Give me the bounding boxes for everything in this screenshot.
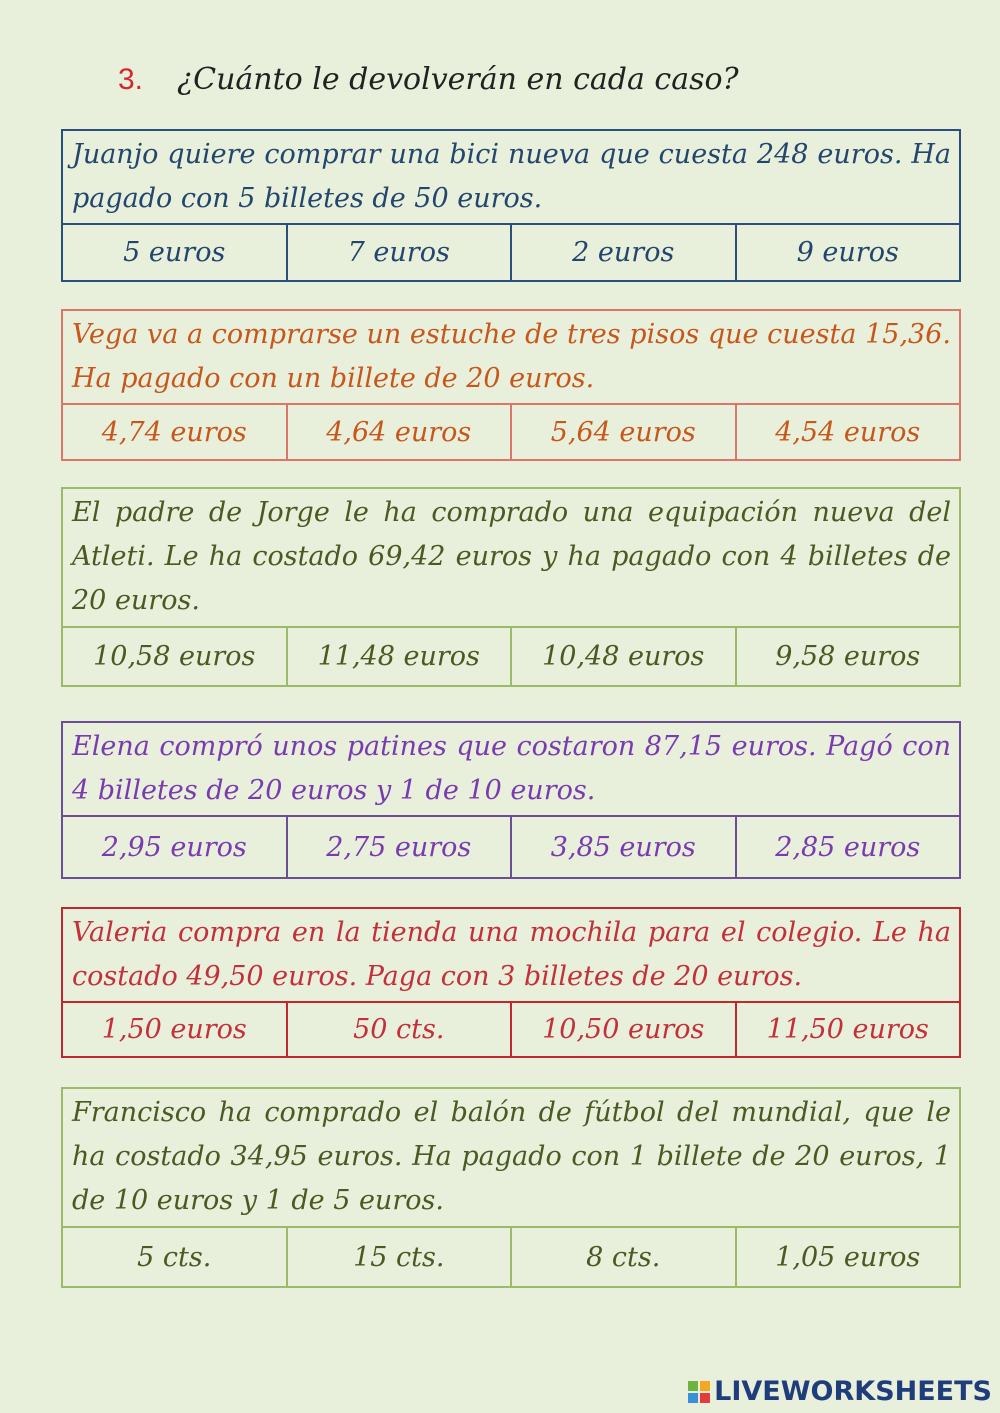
answer-options <box>63 223 959 280</box>
problem-statement: El padre de Jorge le ha comprado una equipación nueva del Atleti. Le ha costado 69,42 euros y ha pagado con 4 billetes de 20 euros. <box>72 497 951 616</box>
problem-card <box>61 907 961 1058</box>
answer-option[interactable]: 3,85 euros <box>510 817 735 877</box>
answer-option[interactable]: 50 cts. <box>286 1003 511 1056</box>
logo-text: LIVEWORKSHEETS <box>714 1376 992 1407</box>
answer-option[interactable]: 5 cts. <box>137 1241 212 1273</box>
answer-option[interactable]: 5,64 euros <box>510 405 735 459</box>
answer-option[interactable]: 1,05 euros <box>735 1228 960 1286</box>
problem-statement: Valeria compra en la tienda una mochila para el colegio. Le ha costado 49,50 euros. Paga con 3 billetes de 20 euros. <box>72 917 951 992</box>
exercise-number: 3. <box>118 63 144 96</box>
problem-statement: Juanjo quiere comprar una bici nueva que cuesta 248 euros. Ha pagado con 5 billetes de 50 euros. <box>72 139 951 214</box>
answer-option[interactable]: 8 cts. <box>510 1228 735 1286</box>
liveworksheets-logo <box>688 1376 992 1407</box>
answer-option[interactable]: 11,48 euros <box>286 628 511 685</box>
answer-option[interactable]: 9 euros <box>735 225 960 280</box>
problem-card <box>61 1087 961 1288</box>
problem-card <box>61 721 961 879</box>
answer-option[interactable]: 1,50 euros <box>101 1014 247 1045</box>
problem-statement: Vega va a comprarse un estuche de tres pisos que cuesta 15,36. Ha pagado con un billete de 20 euros. <box>72 319 951 394</box>
logo-blocks-icon <box>688 1381 710 1403</box>
answer-option[interactable]: 4,64 euros <box>286 405 511 459</box>
answer-option[interactable]: 10,50 euros <box>510 1003 735 1056</box>
answer-option[interactable]: 2,75 euros <box>286 817 511 877</box>
answer-option[interactable]: 15 cts. <box>286 1228 511 1286</box>
answer-option[interactable]: 4,74 euros <box>101 416 247 448</box>
answer-option[interactable]: 10,58 euros <box>93 641 256 672</box>
answer-options <box>63 1001 959 1056</box>
answer-option[interactable]: 2,95 euros <box>101 831 247 863</box>
problem-card <box>61 129 961 282</box>
answer-options <box>63 403 959 459</box>
answer-options <box>63 626 959 685</box>
answer-option[interactable]: 2 euros <box>510 225 735 280</box>
problem-card <box>61 309 961 461</box>
answer-option[interactable]: 11,50 euros <box>735 1003 960 1056</box>
problem-statement: Elena compró unos patines que costaron 87,15 euros. Pagó con 4 billetes de 20 euros y 1 de 10 euros. <box>72 731 951 806</box>
answer-options <box>63 815 959 877</box>
answer-option[interactable]: 9,58 euros <box>735 628 960 685</box>
answer-option[interactable]: 2,85 euros <box>735 817 960 877</box>
answer-option[interactable]: 4,54 euros <box>735 405 960 459</box>
answer-option[interactable]: 5 euros <box>123 237 226 268</box>
problem-card <box>61 487 961 687</box>
answer-option[interactable]: 7 euros <box>286 225 511 280</box>
exercise-title: ¿Cuánto le devolverán en cada caso? <box>177 62 739 97</box>
exercise-heading <box>118 62 739 97</box>
answer-option[interactable]: 10,48 euros <box>510 628 735 685</box>
answer-options <box>63 1226 959 1286</box>
problem-statement: Francisco ha comprado el balón de fútbol del mundial, que le ha costado 34,95 euros. Ha pagado con 1 billete de 20 euros, 1 de 10 euros y 1 de 5 euros. <box>72 1097 951 1216</box>
